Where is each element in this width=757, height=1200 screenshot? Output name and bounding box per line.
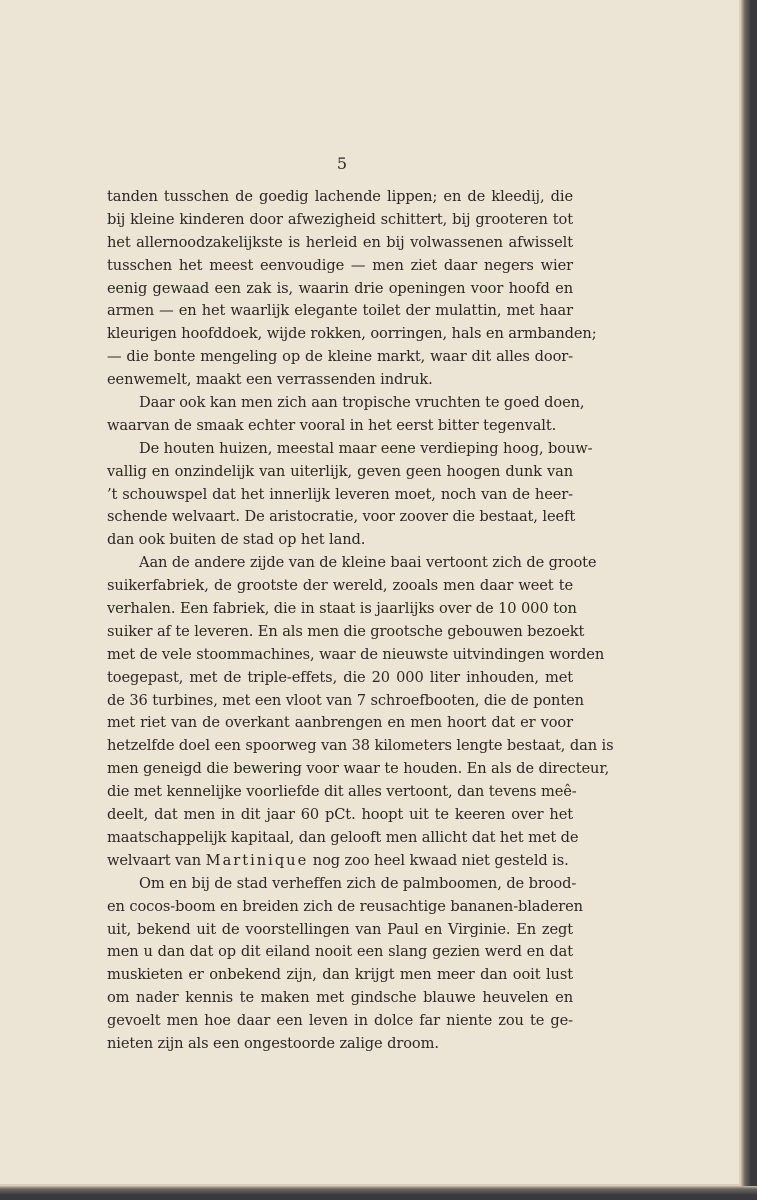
text-line: ’t schouwspel dat het innerlijk leveren moet, noch van de heer-	[107, 485, 573, 503]
text-line: hetzelfde doel een spoorweg van 38 kilometers lengte bestaat, dan is	[107, 737, 614, 755]
text-line: men geneigd die bewering voor waar te houden. En als de directeur,	[107, 760, 610, 778]
text-line: bij kleine kinderen door afwezigheid schittert, bij grooteren tot	[107, 210, 573, 228]
text-line: Aan de andere zijde van de kleine baai vertoont zich de groote	[139, 554, 597, 572]
text-line: het allernoodzakelijkste is herleid en bij volwassenen afwisselt	[107, 233, 573, 251]
text-line: suiker af te leveren. En als men die grootsche gebouwen bezoekt	[107, 622, 585, 640]
text-line: tanden tusschen de goedig lachende lippen; en de kleedij, die	[107, 188, 573, 205]
text-line: vallig en onzindelijk van uiterlijk, geven geen hoogen dunk van	[107, 462, 573, 480]
text-line: de 36 turbines, met een vloot van 7 schroefbooten, die de ponten	[107, 691, 584, 709]
text-line: die met kennelijke voorliefde dit alles vertoont, dan tevens meê-	[107, 783, 577, 801]
text-line: met riet van de overkant aanbrengen en men hoort dat er voor	[107, 714, 573, 732]
text-line: eenig gewaad een zak is, waarin drie openingen voor hoofd en	[107, 279, 573, 297]
text-line: waarvan de smaak echter vooral in het eerst bitter tegenvalt.	[107, 416, 557, 434]
text-line: suikerfabriek, de grootste der wereld, zooals men daar weet te	[107, 577, 573, 595]
body-text	[107, 186, 614, 1056]
text-line: uit, bekend uit de voorstellingen van Paul en Virginie. En zegt	[107, 920, 573, 938]
text-line: maatschappelijk kapitaal, dan gelooft men allicht dat het met de	[107, 828, 579, 846]
text-line: eenwemelt, maakt een verrassenden indruk.	[107, 371, 433, 389]
page-number: 5	[336, 154, 348, 173]
text-line: kleurigen hoofddoek, wijde rokken, oorringen, hals en armbanden;	[107, 325, 597, 343]
text-line: nieten zijn als een ongestoorde zalige droom.	[107, 1034, 439, 1052]
text-line: — die bonte mengeling op de kleine markt, waar dit alles door-	[107, 348, 573, 366]
text-line: om nader kennis te maken met gindsche blauwe heuvelen en	[107, 989, 573, 1007]
text-line: armen — en het waarlijk elegante toilet der mulattin, met haar	[107, 302, 573, 320]
text-line: muskieten er onbekend zijn, dan krijgt men meer dan ooit lust	[107, 966, 573, 984]
text-line: toegepast, met de triple-effets, die 20 000 liter inhouden, met	[107, 668, 573, 686]
text-line-martinique	[107, 850, 573, 873]
text-line: De houten huizen, meestal maar eene verdieping hoog, bouw-	[139, 439, 593, 457]
text-segment: welvaart van	[107, 851, 202, 869]
place-name-martinique: Martinique	[205, 851, 309, 869]
text-line: Daar ook kan men zich aan tropische vruchten te goed doen,	[139, 394, 585, 412]
text-line: verhalen. Een fabriek, die in staat is jaarlijks over de 10 000 ton	[107, 600, 577, 618]
text-line: Om en bij de stad verheffen zich de palmboomen, de brood-	[139, 874, 577, 892]
text-segment: nog zoo heel kwaad niet gesteld is.	[312, 851, 569, 869]
text-line: tusschen het meest eenvoudige — men ziet daar negers wier	[107, 256, 573, 274]
text-line: dan ook buiten de stad op het land.	[107, 531, 366, 549]
text-line: gevoelt men hoe daar een leven in dolce far niente zou te ge-	[107, 1012, 573, 1030]
text-line: en cocos-boom en breiden zich de reusachtige bananen-bladeren	[107, 897, 583, 915]
text-line: men u dan dat op dit eiland nooit een slang gezien werd en dat	[107, 943, 573, 961]
text-line: schende welvaart. De aristocratie, voor zoover die bestaat, leeft	[107, 508, 576, 526]
scan-background-bottom	[0, 1186, 757, 1200]
text-line: met de vele stoommachines, waar de nieuwste uitvindingen worden	[107, 645, 605, 663]
scan-background-right	[741, 0, 757, 1200]
text-line: deelt, dat men in dit jaar 60 pCt. hoopt uit te keeren over het	[107, 806, 573, 824]
